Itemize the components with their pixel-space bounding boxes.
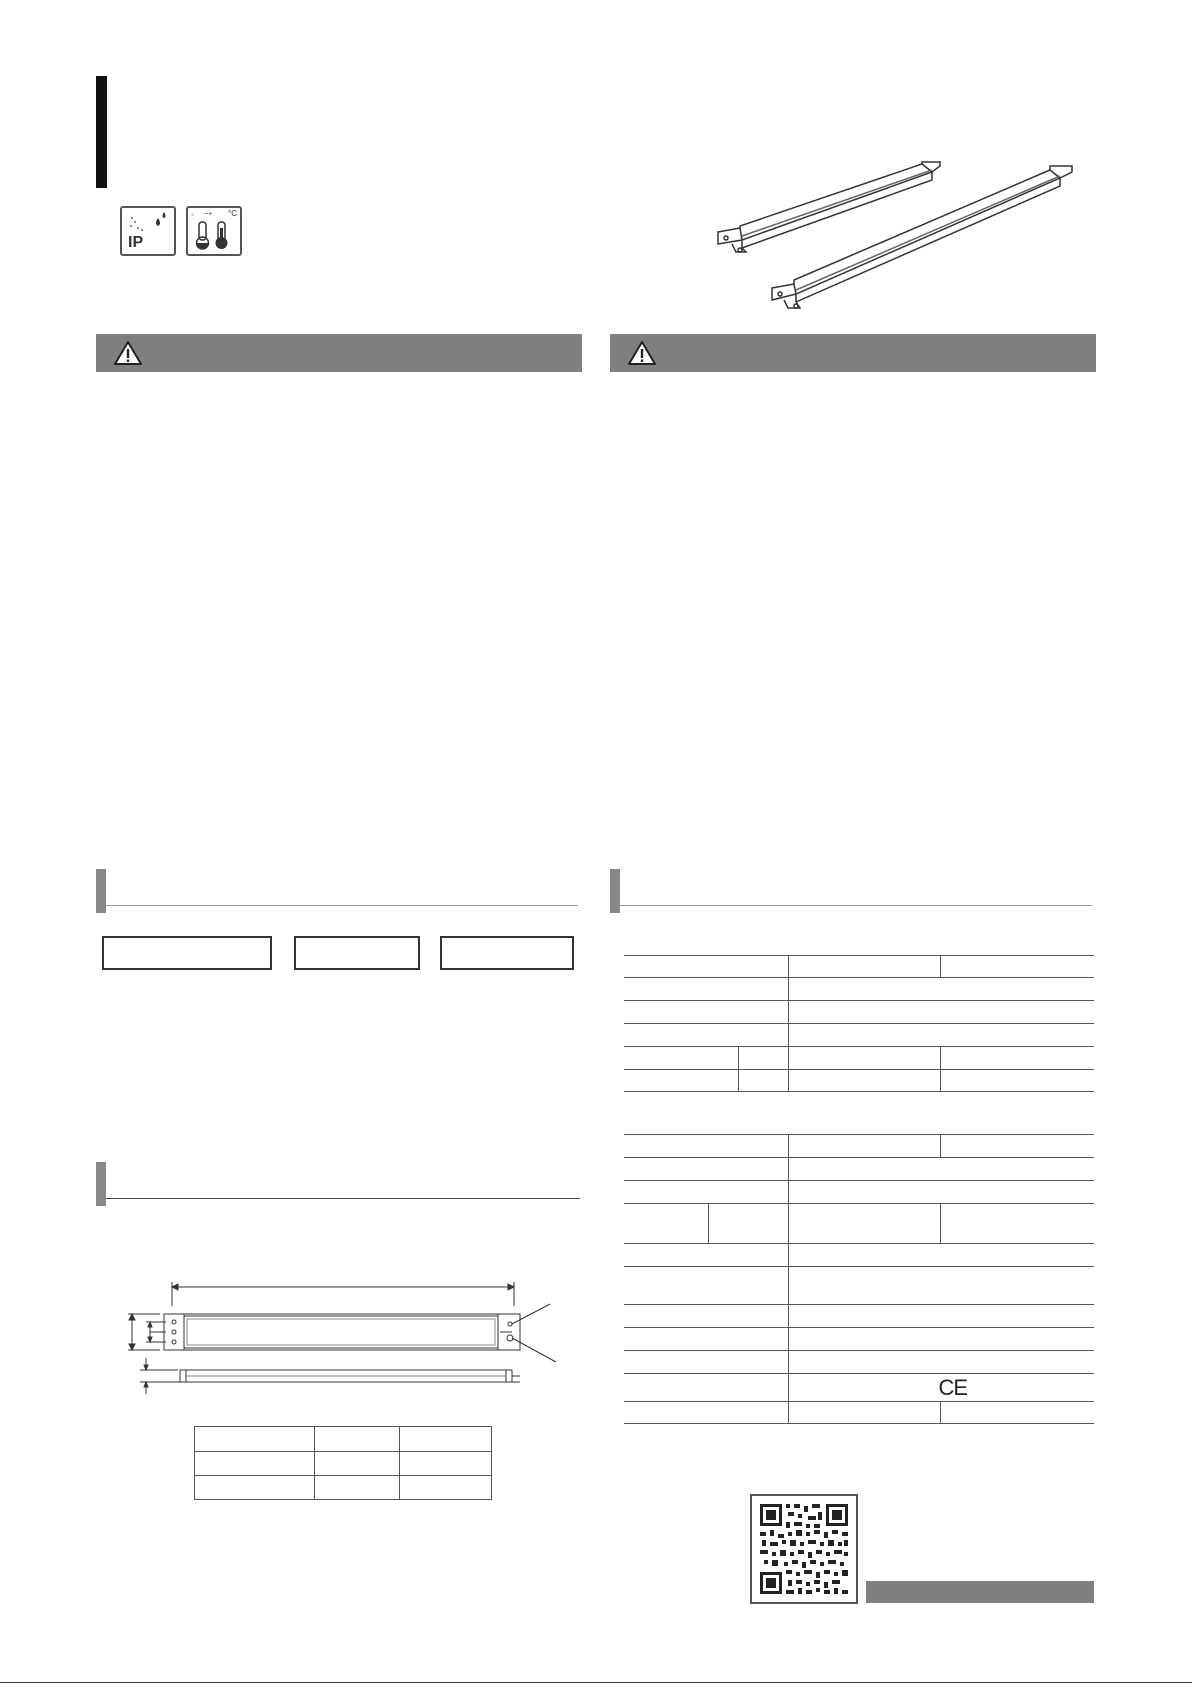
qr-caption-band (866, 1581, 1094, 1603)
ip-rating-icon (120, 206, 176, 256)
table-row (624, 1374, 1094, 1402)
product-illustration (712, 140, 1112, 310)
section-header-dimensions (96, 1162, 580, 1206)
section-header-specifications (610, 869, 1092, 913)
table-row (624, 1305, 1094, 1328)
ip-label: IP (128, 234, 144, 251)
table-row (624, 1244, 1094, 1267)
warning-triangle-icon (114, 340, 142, 366)
table-row (624, 1267, 1094, 1305)
table-row (624, 1204, 1094, 1244)
table-row (624, 1024, 1094, 1047)
qr-code[interactable] (750, 1494, 858, 1604)
dimension-drawing (120, 1272, 570, 1412)
warning-triangle-icon (628, 340, 656, 366)
table-row (624, 1070, 1094, 1092)
dimension-table (194, 1426, 492, 1500)
ordering-code-box (440, 936, 574, 970)
qr-code-icon (752, 1496, 856, 1602)
spec-table-1 (624, 955, 1094, 1092)
table-row (624, 1181, 1094, 1204)
table-row (624, 978, 1094, 1001)
thermometer-icon (188, 208, 240, 254)
temperature-icon (186, 206, 242, 256)
table-row (195, 1427, 492, 1452)
table-row (624, 1047, 1094, 1070)
ordering-code-box (102, 936, 272, 970)
svg-text:-: - (191, 210, 194, 219)
page-bottom-rule (0, 1682, 1192, 1683)
ce-mark: CE (938, 1375, 968, 1400)
table-row (195, 1476, 492, 1500)
title-marker-bar (96, 76, 107, 188)
warning-band-left (96, 334, 582, 372)
table-row (624, 1328, 1094, 1351)
table-row (195, 1452, 492, 1476)
table-row (624, 1402, 1094, 1424)
table-row (624, 1001, 1094, 1024)
table-row (624, 956, 1094, 978)
spec-table-2 (624, 1134, 1094, 1424)
section-header-ordering (96, 869, 578, 913)
temperature-unit: °C (228, 209, 237, 218)
ordering-code-box (294, 936, 420, 970)
table-row (624, 1158, 1094, 1181)
svg-text:~+: ~+ (204, 211, 213, 218)
table-row (624, 1351, 1094, 1374)
table-row (624, 1135, 1094, 1158)
warning-band-right (610, 334, 1096, 372)
